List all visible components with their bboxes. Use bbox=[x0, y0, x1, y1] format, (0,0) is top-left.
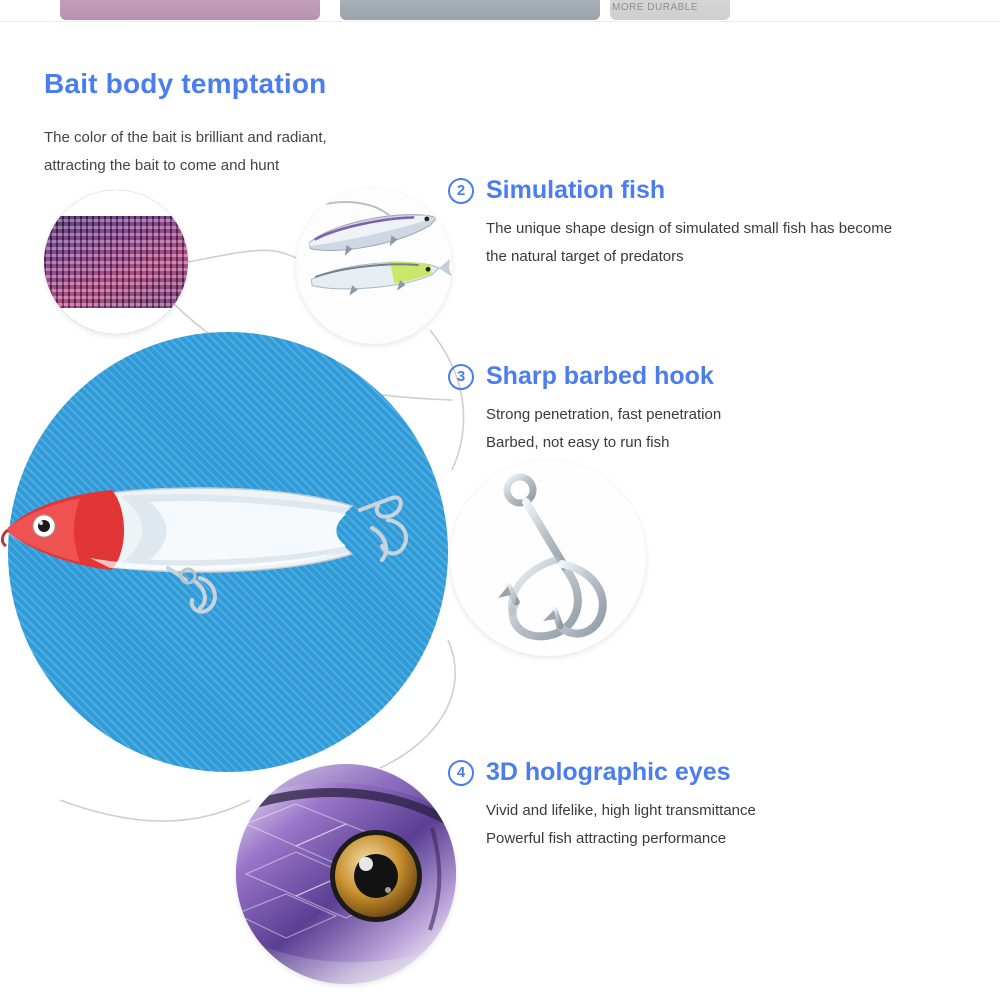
feature-3-body bbox=[486, 401, 878, 457]
banner-thumb-left bbox=[60, 0, 320, 20]
banner-caption: MORE DURABLE bbox=[612, 2, 699, 13]
treble-hook-image bbox=[450, 460, 646, 656]
feature-3-line-1: Strong penetration, fast penetration bbox=[486, 406, 722, 423]
feature-4-line-1: Vivid and lifelike, high light transmittance bbox=[486, 802, 756, 819]
feature-4-line-2: Powerful fish attracting performance bbox=[486, 830, 727, 847]
feature-4-heading bbox=[448, 758, 878, 787]
scale-texture-photo bbox=[44, 190, 188, 334]
holographic-eye-photo bbox=[236, 764, 456, 984]
simulation-fish-photo bbox=[296, 188, 452, 344]
page-subtitle bbox=[44, 124, 474, 180]
page-subtitle-line-1: The color of the bait is brilliant and radiant, bbox=[44, 129, 327, 146]
treble-hook-photo bbox=[450, 460, 646, 656]
feature-3-heading bbox=[448, 362, 878, 391]
main-lure-photo bbox=[0, 450, 440, 620]
feature-4-body bbox=[486, 797, 878, 853]
feature-4-number: 4 bbox=[448, 760, 474, 786]
feature-2-title: Simulation fish bbox=[486, 176, 666, 204]
scale-photo-top-band bbox=[44, 190, 188, 216]
feature-3-number: 3 bbox=[448, 364, 474, 390]
feature-2-line-1: The unique shape design of simulated small fish has become bbox=[486, 220, 893, 237]
feature-2-body bbox=[486, 215, 988, 271]
feature-simulation-fish bbox=[448, 176, 988, 271]
feature-2-line-2: the natural target of predators bbox=[486, 248, 684, 265]
simulation-fish-image bbox=[296, 188, 452, 344]
feature-2-number: 2 bbox=[448, 178, 474, 204]
feature-4-title: 3D holographic eyes bbox=[486, 758, 731, 786]
feature-3d-holographic-eyes bbox=[448, 758, 878, 853]
banner-thumb-middle bbox=[340, 0, 600, 20]
page-title: Bait body temptation bbox=[44, 68, 327, 99]
holographic-eye-image bbox=[236, 764, 456, 984]
top-cropped-banner bbox=[0, 0, 1000, 22]
header-divider bbox=[0, 21, 1000, 22]
page-subtitle-line-2: attracting the bait to come and hunt bbox=[44, 157, 280, 174]
feature-3-title: Sharp barbed hook bbox=[486, 362, 714, 390]
feature-3-line-2: Barbed, not easy to run fish bbox=[486, 434, 670, 451]
scale-photo-bottom-band bbox=[44, 308, 188, 334]
feature-2-heading bbox=[448, 176, 988, 205]
feature-sharp-barbed-hook bbox=[448, 362, 878, 457]
